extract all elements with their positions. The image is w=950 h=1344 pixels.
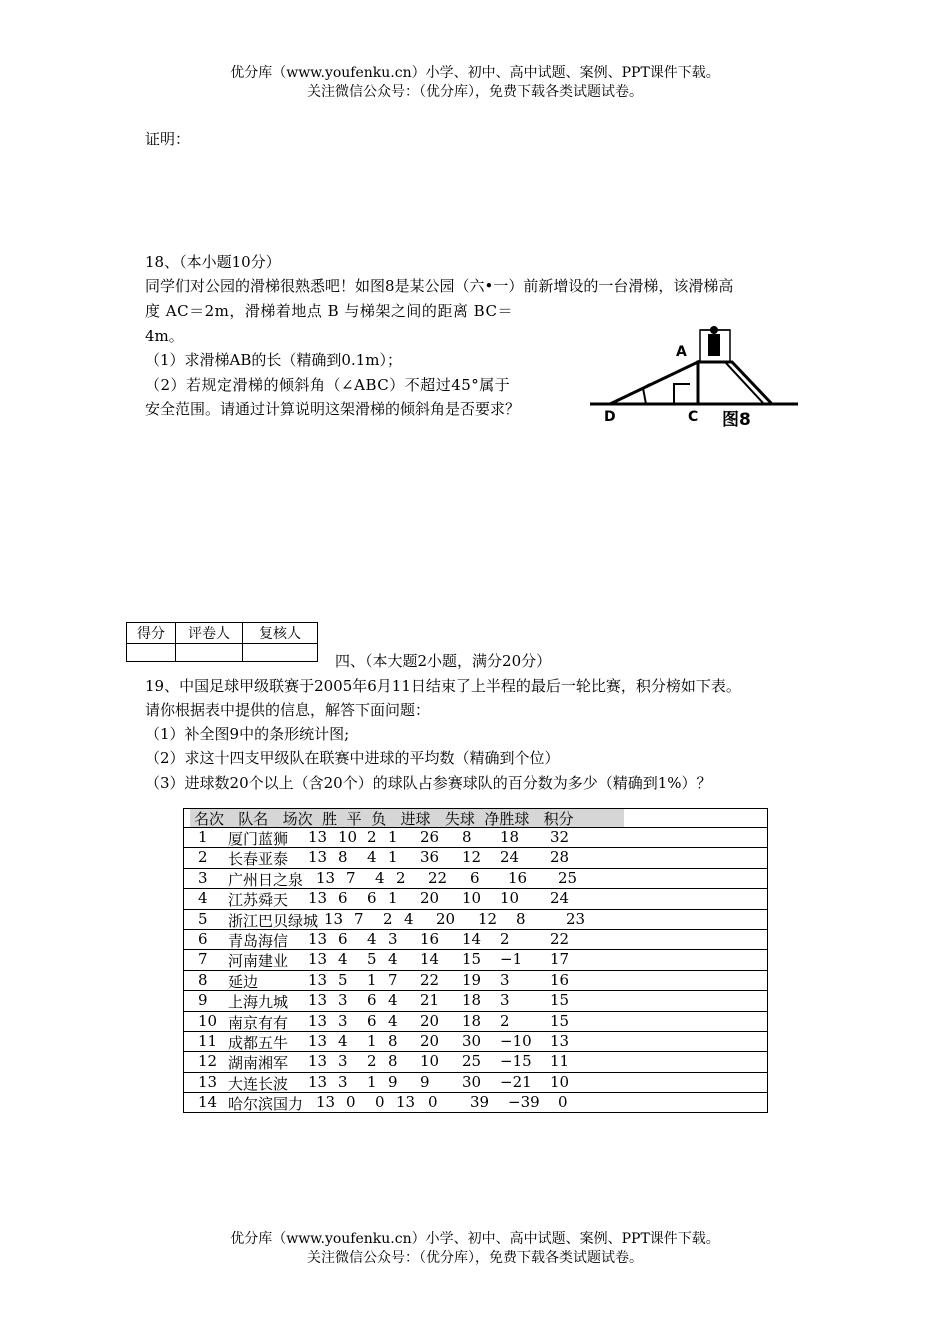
cell-lost: 4 [388, 1011, 398, 1030]
q19-line-5: （3）进球数20个以上（含20个）的球队占参赛球队的百分数为多少（精确到1%）？ [145, 774, 712, 792]
cell-goals-for: 22 [420, 970, 440, 989]
cell-rank: 11 [198, 1031, 218, 1050]
header-line-2: 关注微信公众号：（优分库），免费下载各类试题试卷。 [307, 84, 643, 100]
label-d: D [604, 409, 616, 425]
header-line-1: 优分库（www.youfenku.cn）小学、初中、高中试题、案例、PPT课件下载。 [230, 65, 720, 81]
cell-won: 10 [338, 828, 358, 846]
cell-won: 3 [338, 1052, 348, 1071]
cell-goals-for: 20 [420, 1011, 440, 1030]
cell-team: 江苏舜天 [228, 891, 289, 910]
cell-played: 13 [308, 1031, 328, 1050]
cell-lost: 1 [388, 848, 398, 867]
standings-table [183, 808, 768, 1113]
cell-lost: 1 [388, 828, 398, 846]
cell-lost: 13 [396, 1093, 416, 1112]
label-a: A [676, 344, 687, 360]
cell-played: 13 [308, 1072, 328, 1091]
cell-rank: 5 [198, 909, 208, 928]
table-row [184, 929, 767, 949]
cell-won: 3 [338, 991, 348, 1010]
cell-rank: 6 [198, 929, 208, 948]
cell-lost: 8 [388, 1031, 398, 1050]
cell-team: 上海九城 [228, 993, 289, 1012]
cell-lost: 4 [388, 950, 398, 969]
cell-goal-diff: 10 [500, 889, 520, 908]
cell-won: 3 [338, 1011, 348, 1030]
cell-points: 23 [566, 909, 586, 928]
cell-team: 厦门蓝狮 [228, 830, 289, 848]
cell-lost: 7 [388, 970, 398, 989]
cell-won: 3 [338, 1072, 348, 1091]
cell-goals-against: 30 [462, 1072, 482, 1091]
cell-team: 广州日之泉 [228, 870, 304, 889]
cell-drawn: 4 [367, 848, 377, 867]
cell-goals-against: 18 [462, 1011, 482, 1030]
cell-lost: 8 [388, 1052, 398, 1071]
cell-points: 32 [550, 828, 570, 846]
cell-won: 6 [338, 889, 348, 908]
child-figure [708, 334, 720, 356]
cell-won: 8 [338, 848, 348, 867]
cell-points: 13 [550, 1031, 570, 1050]
cell-team: 浙江巴贝绿城 [228, 911, 319, 930]
cell-goals-for: 9 [420, 1072, 430, 1091]
cell-drawn: 4 [367, 929, 377, 948]
cell-drawn: 2 [367, 828, 377, 846]
cell-drawn: 1 [367, 1072, 377, 1091]
cell-played: 13 [308, 970, 328, 989]
table-row [184, 868, 767, 888]
q19-line-2: 请你根据表中提供的信息，解答下面问题： [145, 701, 431, 719]
table-row [184, 970, 767, 990]
cell-rank: 2 [198, 848, 208, 867]
cell-played: 13 [308, 848, 328, 867]
table-row [184, 827, 767, 847]
cell-goals-against: 25 [462, 1052, 482, 1071]
cell-played: 13 [324, 909, 344, 928]
cell-lost: 1 [388, 889, 398, 908]
cell-points: 28 [550, 848, 570, 867]
proof-label: 证明： [145, 130, 191, 148]
figure-caption: 图8 [722, 410, 751, 430]
cell-points: 25 [558, 868, 578, 887]
cell-goals-against: 15 [462, 950, 482, 969]
cell-drawn: 6 [367, 1011, 377, 1030]
cell-rank: 8 [198, 970, 208, 989]
slide-frame [698, 362, 772, 404]
cell-won: 7 [346, 868, 356, 887]
cell-rank: 10 [198, 1011, 218, 1030]
cell-lost: 2 [396, 868, 406, 887]
cell-team: 延边 [228, 972, 259, 991]
cell-team: 南京有有 [228, 1013, 289, 1032]
cell-played: 13 [316, 868, 336, 887]
cell-played: 13 [308, 1011, 328, 1030]
cell-drawn: 6 [367, 889, 377, 908]
footer-line-1: 优分库（www.youfenku.cn）小学、初中、高中试题、案例、PPT课件下载。 [230, 1231, 720, 1247]
cell-goal-diff: 3 [500, 970, 510, 989]
cell-drawn: 0 [375, 1093, 385, 1112]
cell-won: 0 [346, 1093, 356, 1112]
cell-lost: 4 [388, 991, 398, 1010]
cell-played: 13 [308, 929, 328, 948]
cell-goal-diff: −10 [500, 1031, 532, 1050]
cell-goals-against: 14 [462, 929, 482, 948]
q18-line-1: 同学们对公园的滑梯很熟悉吧！如图8是某公园（六•一）前新增设的一台滑梯，该滑梯高 [145, 277, 734, 295]
cell-rank: 1 [198, 828, 208, 846]
cell-goals-against: 39 [470, 1093, 490, 1112]
cell-team: 湖南湘军 [228, 1054, 289, 1073]
cell-goals-for: 36 [420, 848, 440, 867]
cell-goals-for: 10 [420, 1052, 440, 1071]
cell-points: 15 [550, 991, 570, 1010]
cell-rank: 12 [198, 1052, 218, 1071]
q19-line-3: （1）补全图9中的条形统计图; [145, 725, 350, 743]
table-row [184, 949, 767, 969]
cell-played: 13 [308, 828, 328, 846]
cell-rank: 9 [198, 991, 208, 1010]
cell-lost: 9 [388, 1072, 398, 1091]
cell-drawn: 4 [375, 868, 385, 887]
cell-points: 15 [550, 1011, 570, 1030]
table-row [184, 1051, 767, 1071]
cell-goals-for: 26 [420, 828, 440, 846]
cell-drawn: 1 [367, 970, 377, 989]
cell-drawn: 6 [367, 991, 377, 1010]
cell-played: 13 [308, 950, 328, 969]
cell-goals-against: 12 [478, 909, 498, 928]
cell-won: 6 [338, 929, 348, 948]
cell-goal-diff: 18 [500, 828, 520, 846]
cell-team: 河南建业 [228, 952, 289, 971]
cell-goals-for: 22 [428, 868, 448, 887]
grader-col-score: 得分 [127, 623, 176, 644]
cell-played: 13 [308, 991, 328, 1010]
label-c: C [688, 409, 699, 425]
cell-team: 大连长波 [228, 1074, 289, 1093]
cell-points: 11 [550, 1052, 570, 1071]
q18-title: 18、（本小题10分） [145, 253, 281, 271]
cell-points: 0 [558, 1093, 568, 1112]
cell-points: 22 [550, 929, 570, 948]
section-4-title: 四、（本大题2小题，满分20分） [335, 652, 552, 670]
cell-team: 成都五牛 [228, 1033, 289, 1052]
q18-line-3: 4m。 [145, 327, 184, 345]
cell-goals-for: 16 [420, 929, 440, 948]
q18-line-6: 安全范围。请通过计算说明这架滑梯的倾斜角是否要求？ [145, 400, 521, 418]
slide-figure-8 [590, 322, 805, 432]
cell-rank: 14 [198, 1093, 218, 1112]
q19-line-1: 19、中国足球甲级联赛于2005年6月11日结束了上半程的最后一轮比赛，积分榜如下表。 [145, 677, 741, 695]
standings-header-text: 名次 队名 场次 胜 平 负 进球 失球 净胜球 积分 [194, 810, 574, 828]
cell-points: 10 [550, 1072, 570, 1091]
cell-goals-for: 20 [420, 889, 440, 908]
cell-rank: 7 [198, 950, 208, 969]
cell-drawn: 5 [367, 950, 377, 969]
cell-won: 4 [338, 950, 348, 969]
grader-col-reviewer: 复核人 [243, 623, 318, 644]
cell-team: 长春亚泰 [228, 850, 289, 869]
grader-table [126, 622, 318, 662]
table-row [184, 1011, 767, 1031]
cell-played: 13 [308, 1052, 328, 1071]
cell-rank: 4 [198, 889, 208, 908]
cell-goals-against: 10 [462, 889, 482, 908]
footer-line-2: 关注微信公众号：（优分库），免费下载各类试题试卷。 [307, 1250, 643, 1266]
table-row [184, 1031, 767, 1051]
cell-goals-for: 20 [436, 909, 456, 928]
cell-goals-for: 21 [420, 991, 440, 1010]
cell-goals-against: 8 [462, 828, 472, 846]
cell-drawn: 1 [367, 1031, 377, 1050]
cell-rank: 3 [198, 868, 208, 887]
cell-goals-against: 6 [470, 868, 480, 887]
cell-played: 13 [316, 1093, 336, 1112]
cell-won: 5 [338, 970, 348, 989]
table-row [184, 1072, 767, 1092]
cell-lost: 3 [388, 929, 398, 948]
standings-header [190, 809, 767, 827]
cell-team: 哈尔滨国力 [228, 1095, 304, 1114]
cell-points: 24 [550, 889, 570, 908]
table-row [184, 990, 767, 1010]
cell-points: 16 [550, 970, 570, 989]
table-row [184, 847, 767, 867]
q19-line-4: （2）求这十四支甲级队在联赛中进球的平均数（精确到个位） [145, 749, 560, 767]
support-box [674, 384, 690, 404]
cell-drawn: 2 [383, 909, 393, 928]
cell-goal-diff: −39 [508, 1093, 540, 1112]
cell-won: 7 [354, 909, 364, 928]
cell-lost: 4 [404, 909, 414, 928]
cell-goals-against: 19 [462, 970, 482, 989]
cell-played: 13 [308, 889, 328, 908]
cell-goals-against: 12 [462, 848, 482, 867]
q18-line-5: （2）若规定滑梯的倾斜角（∠ABC）不超过45°属于 [145, 376, 511, 394]
q18-line-4: （1）求滑梯AB的长（精确到0.1m）； [145, 351, 402, 369]
cell-goal-diff: 3 [500, 991, 510, 1010]
cell-goals-against: 18 [462, 991, 482, 1010]
cell-drawn: 2 [367, 1052, 377, 1071]
table-row [184, 909, 767, 929]
cell-goal-diff: −15 [500, 1052, 532, 1071]
grader-col-grader: 评卷人 [176, 623, 243, 644]
cell-points: 17 [550, 950, 570, 969]
cell-goal-diff: 2 [500, 1011, 510, 1030]
cell-rank: 13 [198, 1072, 218, 1091]
q18-line-2: 度 AC＝2m，滑梯着地点 B 与梯架之间的距离 BC＝ [145, 302, 513, 320]
cell-goal-diff: 2 [500, 929, 510, 948]
table-row [184, 888, 767, 908]
cell-goal-diff: 16 [508, 868, 528, 887]
cell-won: 4 [338, 1031, 348, 1050]
table-row [184, 1092, 767, 1112]
cell-goal-diff: −1 [500, 950, 523, 969]
cell-goals-for: 14 [420, 950, 440, 969]
cell-goals-against: 30 [462, 1031, 482, 1050]
cell-team: 青岛海信 [228, 931, 289, 950]
cell-goals-for: 20 [420, 1031, 440, 1050]
cell-goal-diff: −21 [500, 1072, 532, 1091]
cell-goal-diff: 24 [500, 848, 520, 867]
cell-goal-diff: 8 [516, 909, 526, 928]
cell-goals-for: 0 [428, 1093, 438, 1112]
